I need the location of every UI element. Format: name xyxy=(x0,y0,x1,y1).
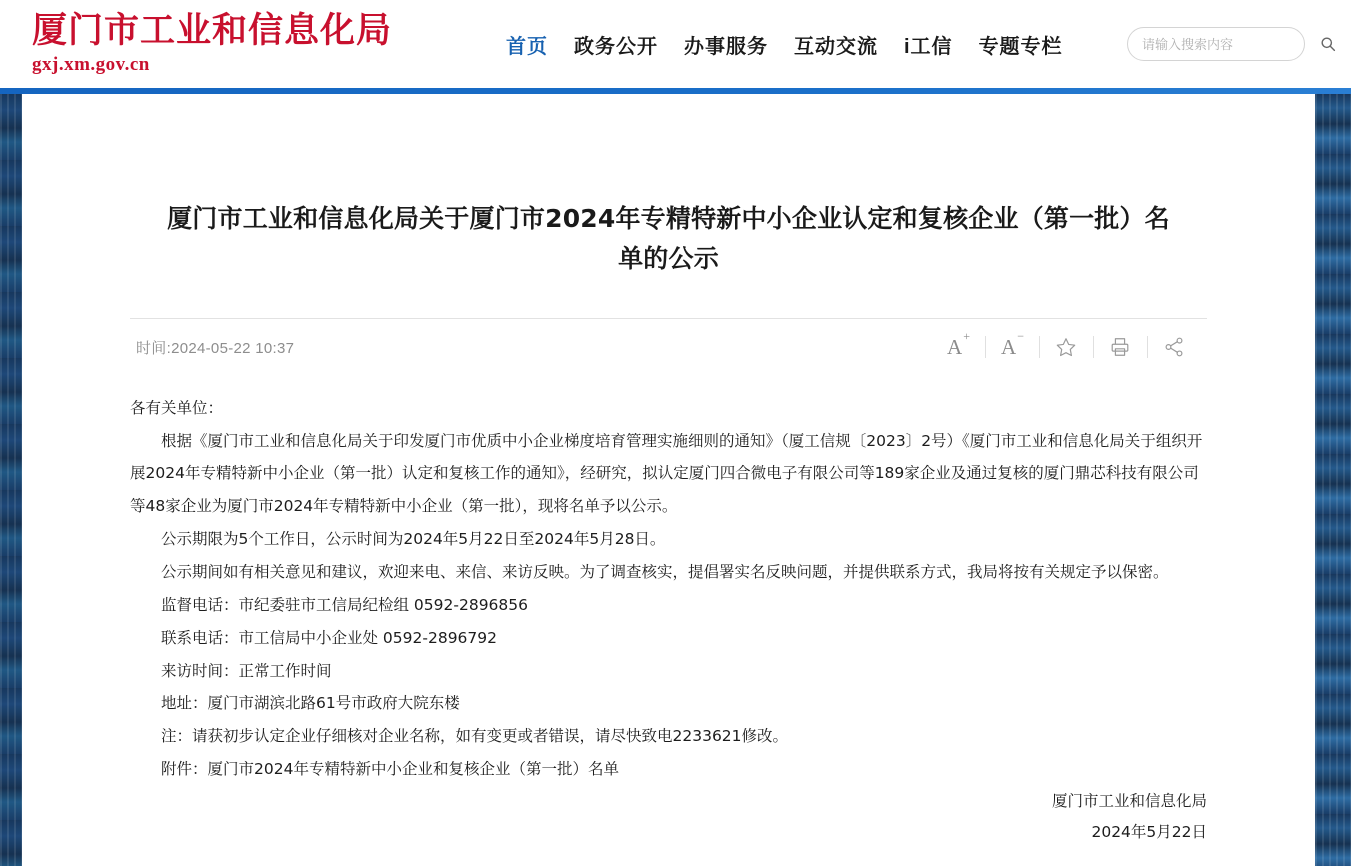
article-meta-row xyxy=(130,318,1207,376)
decorative-right-strip xyxy=(1315,94,1351,866)
paragraph-contact-phone: 联系电话：市工信局中小企业处 0592-2896792 xyxy=(161,628,497,647)
page-title: 厦门市工业和信息化局关于厦门市2024年专精特新中小企业认定和复核企业（第一批）名单的公示 xyxy=(167,203,1170,274)
font-decrease-icon[interactable]: A− xyxy=(985,332,1039,362)
search-icon[interactable] xyxy=(1320,36,1336,52)
article-tools xyxy=(931,328,1201,362)
paragraph-address: 地址：厦门市湖滨北路61号市政府大院东楼 xyxy=(161,694,460,713)
paragraph-supervision-phone: 监督电话：市纪委驻市工信局纪检组 0592-2896856 xyxy=(161,595,528,614)
brand-title: 厦门市工业和信息化局 xyxy=(32,10,393,51)
page-body xyxy=(0,94,1351,866)
signature-date: 2024年5月22日 xyxy=(1091,823,1207,842)
site-brand[interactable] xyxy=(26,12,496,77)
article-content xyxy=(122,392,1215,848)
signature-organization: 厦门市工业和信息化局 xyxy=(1051,792,1207,811)
paragraph-period: 公示期限为5个工作日，公示时间为2024年5月22日至2024年5月28日。 xyxy=(161,530,666,549)
paragraph-note: 注：请获初步认定企业仔细核对企业名称，如有变更或者错误，请尽快致电2233621修改。 xyxy=(161,727,789,746)
paragraph-feedback: 公示期间如有相关意见和建议，欢迎来电、来信、来访反映。为了调查核实，提倡署实名反映问题，并提供联系方式，我局将按有关规定予以保密。 xyxy=(161,563,1169,582)
paragraph-salutation: 各有关单位： xyxy=(130,398,224,417)
nav-item-igongxin[interactable]: i工信 xyxy=(904,35,953,58)
paragraph-basis: 根据《厦门市工业和信息化局关于印发厦门市优质中小企业梯度培育管理实施细则的通知》（厦工信规〔2023〕2号）《厦门市工业和信息化局关于组织开展2024年专精特新中小企业（第一批）认定和复核工作的通知》，经研究，拟认定厦门四合微电子有限公司等189家企业及通过复核的厦门鼎芯科技有限公司等48家企业为厦门市2024年专精特新中小企业（第一批），现将名单予以公示。 xyxy=(130,431,1203,516)
search-input[interactable] xyxy=(1140,36,1320,53)
publish-time: 时间:2024-05-22 10:37 xyxy=(136,339,295,357)
nav-item-home[interactable]: 首页 xyxy=(506,35,548,58)
article xyxy=(22,94,1315,866)
nav-item-interaction[interactable]: 互动交流 xyxy=(794,35,878,58)
search-box[interactable] xyxy=(1127,27,1305,61)
brand-url: gxj.xm.gov.cn xyxy=(32,54,150,76)
nav-item-government-affairs[interactable]: 政务公开 xyxy=(574,35,658,58)
paragraph-attachment: 附件：厦门市2024年专精特新中小企业和复核企业（第一批）名单 xyxy=(161,760,619,779)
nav-item-topics[interactable]: 专题专栏 xyxy=(978,35,1063,58)
nav-item-services[interactable]: 办事服务 xyxy=(684,35,768,58)
font-increase-icon[interactable]: A+ xyxy=(947,328,970,359)
main-nav xyxy=(506,30,1127,59)
decorative-left-strip xyxy=(0,94,22,866)
site-header xyxy=(0,0,1351,88)
share-icon[interactable] xyxy=(1147,332,1201,362)
print-icon[interactable] xyxy=(1093,332,1147,362)
favorite-star-icon[interactable] xyxy=(1039,332,1093,362)
paragraph-visit-time: 来访时间：正常工作时间 xyxy=(161,661,332,680)
